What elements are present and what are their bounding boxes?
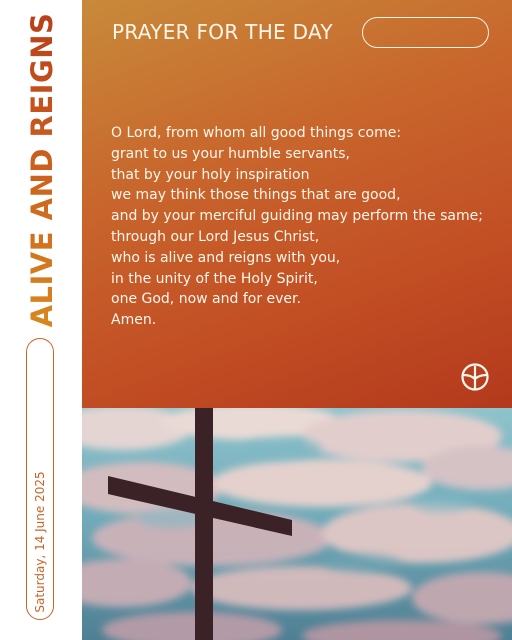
prayer-line: we may think those things that are good, [111, 187, 401, 204]
prayer-line: grant to us your humble servants, [111, 145, 350, 162]
prayer-panel [82, 0, 512, 408]
page-title: PRAYER FOR THE DAY [112, 20, 333, 44]
prayer-text [111, 123, 511, 331]
cross-sky-image [82, 408, 512, 640]
prayer-line: that by your holy inspiration [111, 166, 310, 183]
prayer-line: Amen. [111, 312, 157, 329]
prayer-line: and by your merciful guiding may perform the same; [111, 208, 483, 225]
prayer-line: in the unity of the Holy Spirit, [111, 270, 318, 287]
church-of-england-cross-icon [460, 362, 490, 392]
prayer-line: who is alive and reigns with you, [111, 249, 341, 266]
prayer-line: O Lord, from whom all good things come: [111, 125, 402, 141]
cross-photo [82, 408, 512, 640]
sidebar [0, 0, 82, 640]
sidebar-title: ALIVE AND REIGNS [25, 12, 59, 328]
header-pill [362, 17, 489, 48]
sidebar-title-area [0, 0, 82, 330]
prayer-line: one God, now and for ever. [111, 291, 301, 308]
date-label: Saturday, 14 June 2025 [33, 471, 47, 613]
prayer-line: through our Lord Jesus Christ, [111, 228, 320, 245]
